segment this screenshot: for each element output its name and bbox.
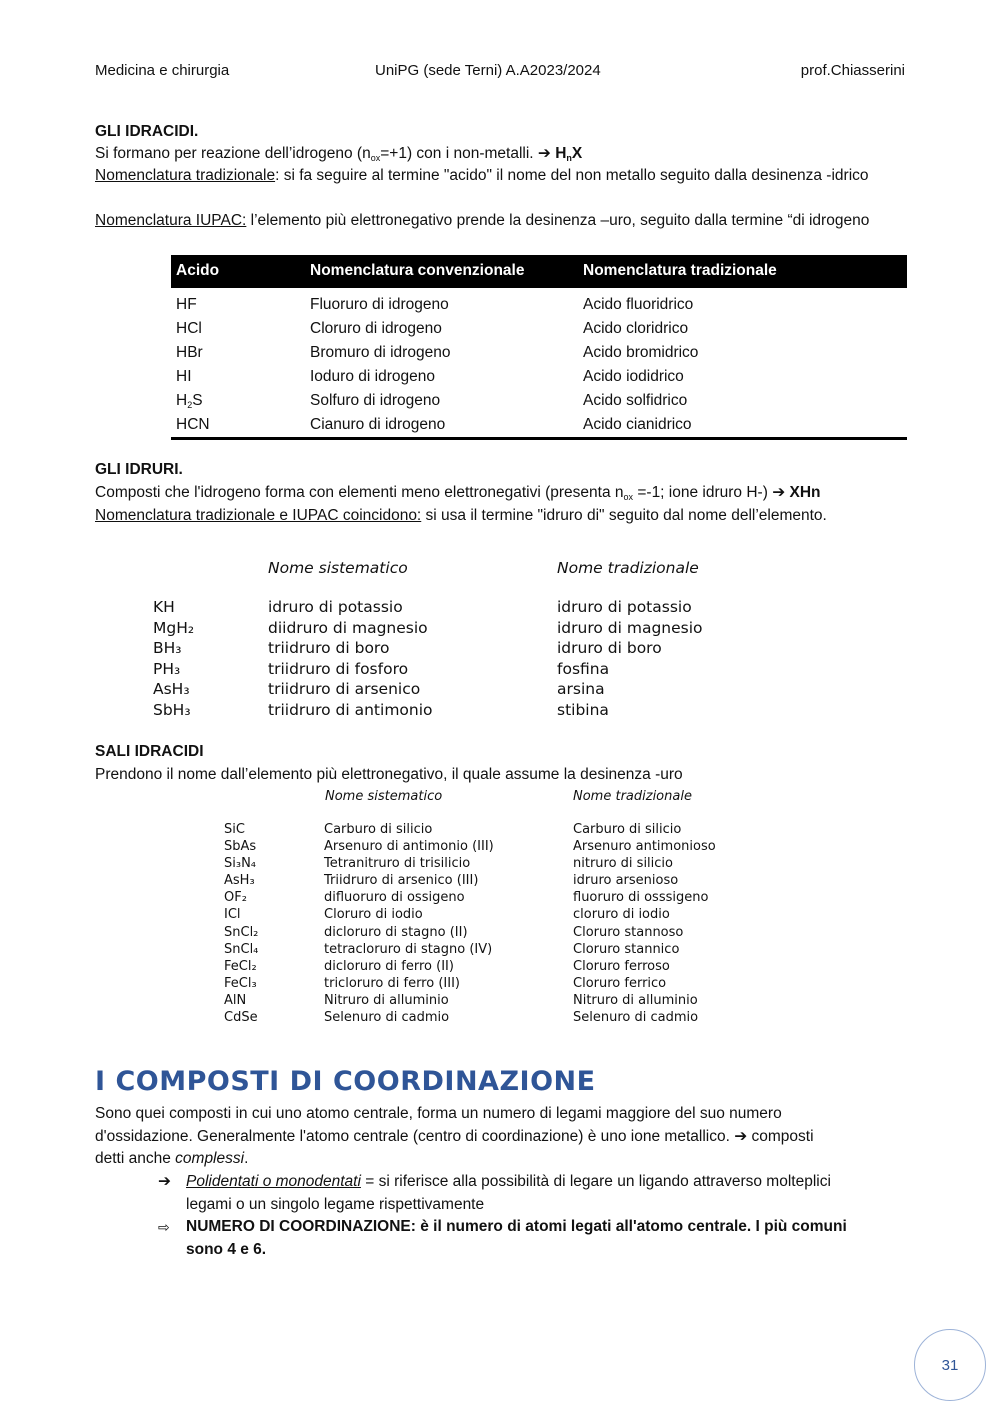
list-item: nitruro di silicio xyxy=(573,856,673,872)
nomenclatura-iupac xyxy=(95,210,903,233)
cell-conv: Fluoruro di idrogeno xyxy=(310,296,449,313)
idruri-sistematico-list xyxy=(268,597,433,721)
list-item: fosfina xyxy=(557,659,610,678)
list-item: triidruro di boro xyxy=(268,639,390,658)
list-item: cloruro di iodio xyxy=(573,907,670,923)
idruri-col-tradizionale: Nome tradizionale xyxy=(557,559,699,577)
list-item: Arsenuro antimonioso xyxy=(573,839,716,855)
idruri-intro-text-b: =-1; ione idruro H-) xyxy=(633,484,768,501)
list-item: Cloruro stannoso xyxy=(573,924,684,940)
list-item: idruro di magnesio xyxy=(557,618,703,637)
cell-conv: Solfuro di idrogeno xyxy=(310,392,441,409)
list-item: SbH₃ xyxy=(153,700,191,719)
coord-line-3: detti anche complessi. xyxy=(95,1150,249,1167)
nox-sub: ox xyxy=(370,153,381,163)
cell-acid: HBr xyxy=(176,344,203,361)
col-header-convenzionale: Nomenclatura convenzionale xyxy=(305,255,578,287)
list-item: SbAs xyxy=(224,839,257,855)
table-row xyxy=(171,413,907,439)
list-item: Nitruro di alluminio xyxy=(324,992,449,1008)
bold-arrow-icon: ➔ xyxy=(158,1173,171,1190)
outline-arrow-icon: ⇨ xyxy=(158,1219,170,1235)
list-item: Selenuro di cadmio xyxy=(324,1010,450,1026)
list-item: idruro di potassio xyxy=(557,598,692,616)
cell-trad: Acido bromidrico xyxy=(583,344,699,361)
cell-conv: Bromuro di idrogeno xyxy=(310,344,451,361)
list-item: Cloruro ferroso xyxy=(573,958,670,974)
polidentati-label: Polidentati o monodentati xyxy=(186,1173,361,1190)
arrow-right-icon: ➔ xyxy=(537,145,551,162)
page-number: 31 xyxy=(941,1356,959,1374)
list-item: Selenuro di cadmio xyxy=(573,1010,699,1026)
section-title-idracidi: GLI IDRACIDI. xyxy=(95,123,199,140)
list-item: Carburo di silicio xyxy=(573,822,682,837)
cell-trad: Acido fluoridrico xyxy=(583,296,694,313)
nox-sub: ox xyxy=(623,492,634,502)
table-row xyxy=(171,389,907,413)
list-item: ICl xyxy=(224,907,241,923)
list-item: triidruro di arsenico xyxy=(268,680,421,699)
idracidi-intro-text: Si formano per reazione dell’idrogeno (n xyxy=(95,145,371,162)
sali-sistematico-list xyxy=(324,821,494,1026)
iupac-text: l’elemento più elettronegativo prende la desinenza –uro, seguito dalla termine “di idrogeno xyxy=(246,212,870,229)
idracidi-intro xyxy=(95,143,582,166)
list-item: FeCl₂ xyxy=(224,958,257,974)
idruri-nom-label: Nomenclatura tradizionale e IUPAC coincidono: xyxy=(95,507,422,524)
iupac-label: Nomenclatura IUPAC: xyxy=(95,212,247,229)
list-item: Si₃N₄ xyxy=(224,856,257,872)
bullet-numero-coordinazione xyxy=(186,1216,906,1261)
section-title-idruri: GLI IDRURI. xyxy=(95,461,183,478)
list-item: AlN xyxy=(224,992,247,1008)
list-item: Tetranitruro di trisilicio xyxy=(324,856,471,872)
list-item: BH₃ xyxy=(153,639,182,658)
list-item: idruro arsenioso xyxy=(573,873,679,889)
idruri-col-sistematico: Nome sistematico xyxy=(268,559,408,577)
list-item: Triidruro di arsenico (III) xyxy=(324,873,479,889)
list-item: fluoruro di osssigeno xyxy=(573,890,709,906)
list-item: MgH₂ xyxy=(153,618,195,637)
formula-hnx: $H_nX$ xyxy=(555,145,583,163)
cell-trad: Acido cloridrico xyxy=(583,320,689,337)
polidentati-text: = si riferisce alla possibilità di legare un ligando attraverso molteplici xyxy=(360,1173,831,1190)
numero-coord-text-b: sono 4 e 6. xyxy=(186,1240,267,1258)
list-item: difluoruro di ossigeno xyxy=(324,890,465,906)
section-title-sali: SALI IDRACIDI xyxy=(95,743,204,760)
list-item: tricloruro di ferro (III) xyxy=(324,975,460,991)
col-header-acido: Acido xyxy=(171,255,305,287)
list-item: SiC xyxy=(224,822,245,837)
list-item: KH xyxy=(153,598,175,616)
list-item: tetracloruro di stagno (IV) xyxy=(324,941,493,957)
header-center: UniPG (sede Terni) A.A2023/2024 xyxy=(375,62,601,79)
list-item: Cloruro di iodio xyxy=(324,907,423,923)
list-item: idruro di boro xyxy=(557,639,662,658)
list-item: FeCl₃ xyxy=(224,975,257,991)
idracidi-intro-text-b: =+1) con i non-metalli. xyxy=(380,145,534,162)
list-item: Carburo di silicio xyxy=(324,822,433,837)
bullet-polidentati xyxy=(186,1171,906,1216)
sali-formula-list xyxy=(224,821,258,1026)
table-row xyxy=(171,287,907,318)
table-row xyxy=(171,365,907,389)
arrow-right-icon: ➔ xyxy=(772,484,786,501)
header-right: prof.Chiasserini xyxy=(800,62,905,79)
page-number-circle xyxy=(914,1329,986,1401)
table-row xyxy=(171,317,907,341)
cell-acid: HCN xyxy=(176,416,210,433)
header-left: Medicina e chirurgia xyxy=(95,62,230,79)
list-item: SnCl₄ xyxy=(224,941,259,957)
cell-acid: HF xyxy=(176,296,197,313)
trad-text: : si fa seguire al termine "acido" il nome del non metallo seguito dalla desinenza -idrico xyxy=(275,167,869,184)
cell-conv: Cloruro di idrogeno xyxy=(310,320,442,337)
cell-acid: $H_2S$ xyxy=(176,392,203,410)
idruri-formula-list xyxy=(153,597,194,721)
sali-col-sistematico: Nome sistematico xyxy=(325,789,443,804)
list-item: dicloruro di ferro (II) xyxy=(324,958,454,974)
list-item: PH₃ xyxy=(153,659,181,678)
list-item: Nitruro di alluminio xyxy=(573,992,698,1008)
list-item: SnCl₂ xyxy=(224,924,259,940)
coord-line-2: d'ossidazione. Generalmente l'atomo centrale (centro di coordinazione) è uno ione metallico. ➔ composti xyxy=(95,1127,814,1145)
sali-intro: Prendono il nome dall’elemento più elettronegativo, il quale assume la desinenza -uro xyxy=(95,766,683,783)
cell-conv: Cianuro di idrogeno xyxy=(310,416,446,433)
list-item: triidruro di antimonio xyxy=(268,700,433,719)
coordinazione-paragraph xyxy=(95,1103,905,1171)
cell-acid: HI xyxy=(176,368,192,385)
list-item: arsina xyxy=(557,680,605,699)
list-item: OF₂ xyxy=(224,890,247,906)
idruri-nom-text: si usa il termine "idruro di" seguito dal nome dell’elemento. xyxy=(421,507,827,524)
cell-acid: HCl xyxy=(176,320,202,337)
list-item: AsH₃ xyxy=(224,873,255,889)
nomenclatura-tradizionale xyxy=(95,165,903,188)
arrow-right-icon: ➔ xyxy=(734,1127,748,1145)
formula-xhn: XHn xyxy=(789,484,821,501)
cell-conv: Ioduro di idrogeno xyxy=(310,368,435,385)
section-title-coordinazione: I COMPOSTI DI COORDINAZIONE xyxy=(95,1066,596,1097)
idruri-intro-text: Composti che l'idrogeno forma con elementi meno elettronegativi (presenta n xyxy=(95,484,624,501)
list-item: idruro di potassio xyxy=(268,598,403,616)
idruri-intro xyxy=(95,482,821,505)
polidentati-text-b: legami o un singolo legame rispettivamente xyxy=(186,1195,485,1213)
cell-trad: Acido iodidrico xyxy=(583,368,684,385)
trad-label: Nomenclatura tradizionale xyxy=(95,167,276,184)
list-item: triidruro di fosforo xyxy=(268,659,409,678)
list-item: Cloruro stannico xyxy=(573,941,680,957)
cell-trad: Acido cianidrico xyxy=(583,416,692,433)
idracidi-table xyxy=(171,255,907,440)
list-item: Arsenuro di antimonio (III) xyxy=(324,839,494,855)
list-item: AsH₃ xyxy=(153,680,190,699)
list-item: CdSe xyxy=(224,1010,258,1026)
coord-line-1: Sono quei composti in cui uno atomo centrale, forma un numero di legami maggiore del suo numero xyxy=(95,1105,782,1122)
idruri-tradizionale-list xyxy=(557,597,703,721)
cell-trad: Acido solfidrico xyxy=(583,392,688,409)
table-row xyxy=(171,341,907,365)
col-header-tradizionale: Nomenclatura tradizionale xyxy=(578,255,907,287)
sali-col-tradizionale: Nome tradizionale xyxy=(573,789,692,804)
list-item: dicloruro di stagno (II) xyxy=(324,924,468,940)
list-item: diidruro di magnesio xyxy=(268,618,428,637)
idruri-nomenclatura xyxy=(95,505,827,528)
numero-coord-text: NUMERO DI COORDINAZIONE: è il numero di atomi legati all'atomo centrale. I più comuni xyxy=(186,1218,847,1235)
list-item: Cloruro ferrico xyxy=(573,975,667,991)
list-item: stibina xyxy=(557,700,609,719)
sali-tradizionale-list xyxy=(573,821,716,1026)
